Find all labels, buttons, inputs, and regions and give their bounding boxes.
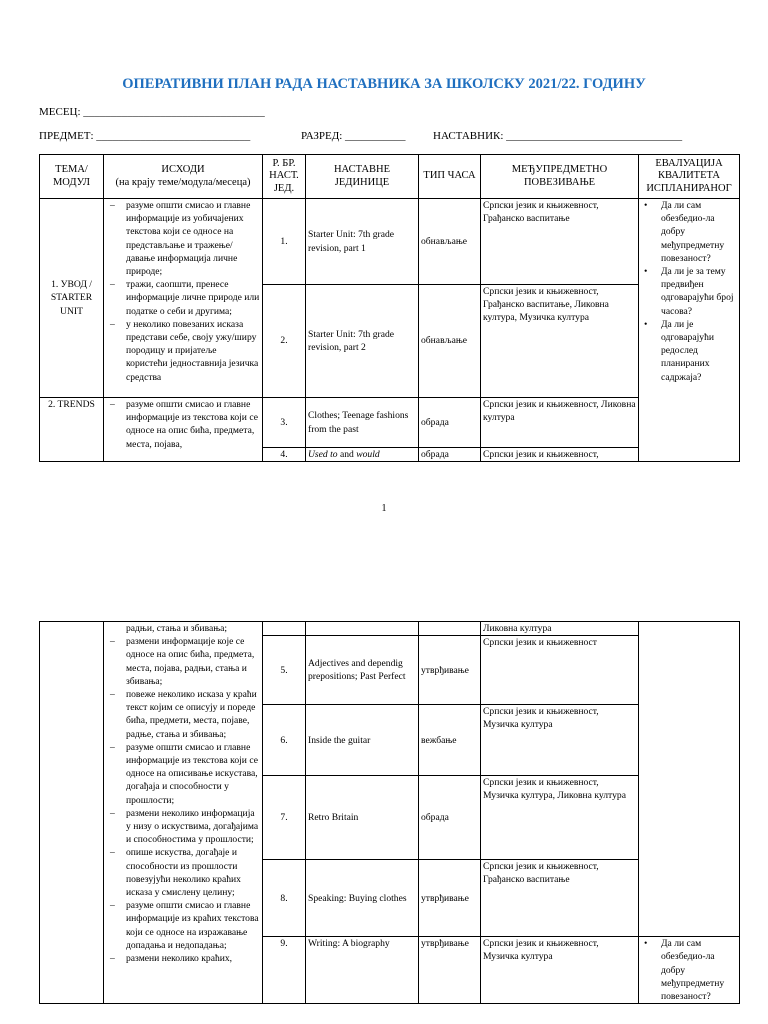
topic-cell: 2. TRENDS <box>40 398 104 462</box>
lesson-type: утврђивање <box>419 937 481 1004</box>
cross-curricular: Српски језик и књижевност, Грађанско васпитање <box>481 860 639 937</box>
lesson-no <box>263 622 306 636</box>
page-number: 1 <box>381 503 387 514</box>
lesson-no: 2. <box>263 285 306 398</box>
outcome-item: – повеже неколико исказа у краћи текст којим се описују и пореде бића, предмети, места, појаве, радње, стања и збивања; <box>106 688 260 741</box>
lesson-no: 4. <box>263 448 306 462</box>
outcome-item: – тражи, саопшти, пренесе информације личне природе или податке о себи и другима; <box>106 278 260 318</box>
eval-item: • Да ли сам обезбедио-ла добру међупредметну повезаност? <box>641 199 737 265</box>
eval-item: • Да ли је за тему предвиђен одговарајући број часова? <box>641 265 737 318</box>
outcomes-cell <box>104 199 263 398</box>
header-eval: ЕВАЛУАЦИЈА КВАЛИТЕТА ИСПЛАНИРАНОГ <box>639 155 740 199</box>
page-title: ОПЕРАТИВНИ ПЛАН РАДА НАСТАВНИКА ЗА ШКОЛСКУ 2021/22. ГОДИНУ <box>122 76 646 92</box>
cross-curricular: Српски језик и књижевност, Музичка култура <box>481 937 639 1004</box>
lesson-no: 9. <box>263 937 306 1004</box>
lesson-unit: Writing: A biography <box>306 937 419 1004</box>
cross-curricular: Српски језик и књижевност, Грађанско васпитање <box>481 199 639 285</box>
lesson-type: утврђивање <box>419 636 481 705</box>
lesson-unit: Starter Unit: 7th grade revision, part 1 <box>306 199 419 285</box>
lesson-type: обрада <box>419 776 481 860</box>
outcome-item: – разуме општи смисао и главне информације из текстова који се односе на опис бића, предмета, места, појава, <box>106 398 260 451</box>
month-field: МЕСЕЦ: _________________________________ <box>39 106 265 118</box>
grade-field: РАЗРЕД: ___________ <box>301 130 406 142</box>
outcome-item: – у неколико повезаних исказа представи себе, своју ужу/ширу породицу и пријатеље користећи једноставнија језичка средства <box>106 318 260 384</box>
cross-curricular: Српски језик и књижевност, Грађанско васпитање, Ликовна култура, Музичка култура <box>481 285 639 398</box>
outcome-item: – разуме општи смисао и главне информације из краћих текстова који се односе на изражавање допадања и недопадања; <box>106 899 260 952</box>
topic-cell: 1. УВОД / STARTER UNIT <box>40 199 104 398</box>
outcomes-cell <box>104 398 263 462</box>
teacher-field: НАСТАВНИК: ________________________________ <box>433 130 683 142</box>
lesson-unit: Starter Unit: 7th grade revision, part 2 <box>306 285 419 398</box>
outcome-item: – разуме општи смисао и главне информације из текстова који се односе на описивање искустава, догађаја и способности у прошлости; <box>106 741 260 807</box>
cross-curricular: Ликовна култура <box>481 622 639 636</box>
cross-curricular: Српски језик и књижевност, Музичка култура, Ликовна култура <box>481 776 639 860</box>
outcome-item: – опише искуства, догађаје и способности из прошлости повезујући неколико краћих исказа у смислену целину; <box>106 846 260 899</box>
lesson-no: 8. <box>263 860 306 937</box>
lesson-unit-part: would <box>356 449 380 460</box>
lesson-no: 5. <box>263 636 306 705</box>
lesson-type: утврђивање <box>419 860 481 937</box>
lesson-unit <box>306 622 419 636</box>
cross-curricular: Српски језик и књижевност, Музичка култура <box>481 705 639 776</box>
header-outcomes <box>104 155 263 199</box>
header-outcomes-sub: (на крају теме/модула/месеца) <box>115 176 251 188</box>
lesson-unit: Speaking: Buying clothes <box>306 860 419 937</box>
lesson-no: 7. <box>263 776 306 860</box>
header-cross: МЕЂУПРЕДМЕТНО ПОВЕЗИВАЊЕ <box>481 155 639 199</box>
lesson-type: обрада <box>419 398 481 448</box>
header-outcomes-title: ИСХОДИ <box>161 164 205 175</box>
eval-cell <box>639 622 740 937</box>
lesson-type: обнављање <box>419 285 481 398</box>
eval-item: • Да ли је одговарајући редослед планираних садржаја? <box>641 318 737 384</box>
cross-curricular: Српски језик и књижевност <box>481 636 639 705</box>
lesson-no: 1. <box>263 199 306 285</box>
cross-curricular: Српски језик и књижевност, <box>481 448 639 462</box>
header-units: НАСТАВНЕ ЈЕДИНИЦЕ <box>306 155 419 199</box>
eval-item: • Да ли сам обезбедио-ла добру међупредметну повезаност? <box>641 937 737 1003</box>
eval-cell <box>639 937 740 1004</box>
outcome-item: радњи, стања и збивања; <box>126 623 228 634</box>
outcomes-cell <box>104 622 263 1004</box>
lesson-unit-part: Used to <box>308 449 338 460</box>
lesson-no: 6. <box>263 705 306 776</box>
outcome-item: – разуме општи смисао и главне информације из уобичајених текстова који се односе на представљање и тражење/давање информација личне природе; <box>106 199 260 278</box>
header-topic: ТЕМА/ МОДУЛ <box>40 155 104 199</box>
plan-table-page2 <box>39 621 740 1004</box>
lesson-unit: Adjectives and dependig prepositions; Past Perfect <box>306 636 419 705</box>
subject-field: ПРЕДМЕТ: ____________________________ <box>39 130 251 142</box>
lesson-unit <box>306 448 419 462</box>
lesson-type: обнављање <box>419 199 481 285</box>
lesson-unit: Retro Britain <box>306 776 419 860</box>
lesson-unit: Clothes; Teenage fashions from the past <box>306 398 419 448</box>
lesson-unit: Inside the guitar <box>306 705 419 776</box>
header-type: ТИП ЧАСА <box>419 155 481 199</box>
cross-curricular: Српски језик и књижевност, Ликовна култура <box>481 398 639 448</box>
lesson-no: 3. <box>263 398 306 448</box>
outcome-item: – размени информације које се односе на опис бића, предмета, места, појава, радњи, стања и збивања; <box>106 635 260 688</box>
lesson-type: обрада <box>419 448 481 462</box>
eval-cell <box>639 199 740 462</box>
lesson-type: вежбање <box>419 705 481 776</box>
outcome-item: – размени неколико краћих, <box>106 952 260 965</box>
topic-cell <box>40 622 104 1004</box>
outcome-item: – размени неколико информација у низу о искуствима, догађајима и способностима у прошлости; <box>106 807 260 847</box>
header-lesson-no: Р. БР. НАСТ. ЈЕД. <box>263 155 306 199</box>
plan-table-page1 <box>39 154 740 462</box>
lesson-type <box>419 622 481 636</box>
lesson-unit-part: and <box>337 449 357 460</box>
